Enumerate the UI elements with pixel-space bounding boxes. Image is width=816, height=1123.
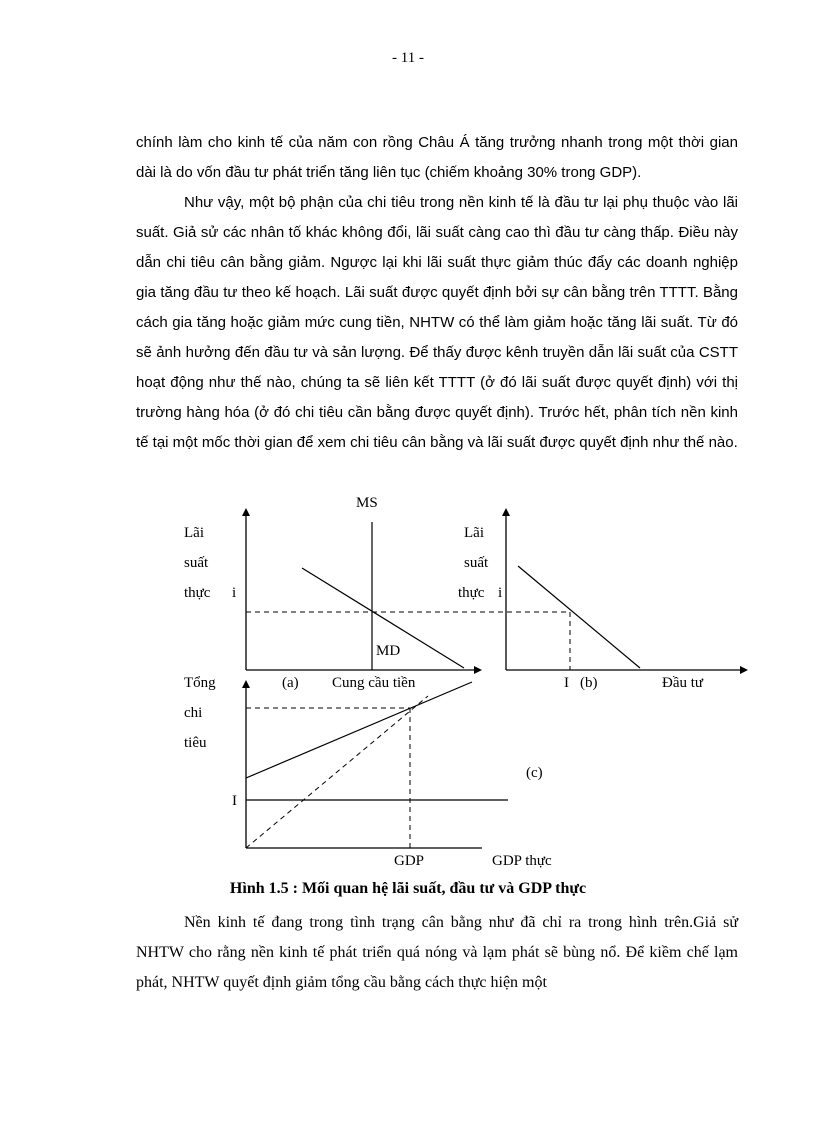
investment-curve — [518, 566, 640, 668]
panel-a-ylabel-line1: Lãi — [184, 525, 204, 541]
panel-c-gdp-tick: GDP — [394, 853, 425, 869]
panel-c-ylabel-line1: Tổng — [184, 675, 216, 691]
ms-label: MS — [356, 495, 378, 511]
panel-b-ylabel-line1: Lãi — [464, 525, 484, 541]
panel-a-ylabel-line2: suất — [184, 555, 209, 571]
panel-b-xlabel: Đầu tư — [662, 675, 704, 691]
panel-a-i-label: i — [232, 585, 237, 601]
figure-interest-investment-gdp — [170, 492, 770, 878]
panel-c-ylabel-line3: tiêu — [184, 735, 207, 751]
paragraph-2: Như vậy, một bộ phận của chi tiêu trong nền kinh tế là đầu tư lại phụ thuộc vào lãi suất. Giả sử các nhân tố khác không đổi, lãi suất càng cao thì đầu tư càng thấp. Điều này dẫn chi tiêu cân bằng giảm. Ngược lại khi lãi suất thực giảm thúc đẩy các doanh nghiệp gia tăng đầu tư theo kế hoạch. Lãi suất được quyết định bởi sự cân bằng trên TTTT. Bằng cách gia tăng hoặc giảm mức cung tiền, NHTW có thể làm giảm hoặc tăng lãi suất. Từ đó sẽ ảnh hưởng đến đầu tư và sản lượng. Để thấy được kênh truyền dẫn lãi suất của CSTT hoạt động như thế nào, chúng ta sẽ liên kết TTTT (ở đó lãi suất được quyết định) với thị trường hàng hóa (ở đó chi tiêu cần bằng được quyết định). Trước hết, phân tích nền kinh tế tại một mốc thời gian để xem chi tiêu cân bằng và lãi suất được quyết định như thế nào. — [136, 194, 738, 451]
panel-a-xlabel: Cung cầu tiền — [332, 675, 416, 691]
panel-b-tag: (b) — [580, 675, 598, 691]
panel-c-xlabel: GDP thực — [492, 853, 552, 869]
45-degree-line — [246, 696, 428, 848]
paragraph-3: Nền kinh tế đang trong tình trạng cân bằng như đã chỉ ra trong hình trên.Giả sử NHTW cho rằng nền kinh tế phát triển quá nóng và lạm phát sẽ bùng nổ. Để kiềm chế lạm phát, NHTW quyết định giảm tổng cầu bằng cách thực hiện một — [136, 914, 738, 991]
panel-b-ylabel-line2: suất — [464, 555, 489, 571]
panel-b-i-label: i — [498, 585, 503, 601]
panel-c-i-label: I — [232, 793, 237, 809]
figure-caption: Hình 1.5 : Mối quan hệ lãi suất, đầu tư và GDP thực — [229, 880, 587, 897]
page-number: - 11 - — [392, 50, 424, 66]
aggregate-expenditure-line — [246, 682, 472, 778]
panel-a-ylabel-line3: thực — [184, 585, 211, 601]
panel-c-ylabel-line2: chi — [184, 705, 203, 721]
md-label: MD — [376, 643, 401, 659]
panel-a-tag: (a) — [282, 675, 299, 691]
paragraph-1: chính làm cho kinh tế của năm con rồng Châu Á tăng trưởng nhanh trong một thời gian dài là do vốn đầu tư phát triển tăng liên tục (chiếm khoảng 30% trong GDP). — [136, 134, 738, 181]
panel-b-ylabel-line3: thực — [458, 585, 485, 601]
panel-b-investment-tick: I — [564, 675, 569, 691]
panel-c-tag: (c) — [526, 765, 543, 781]
